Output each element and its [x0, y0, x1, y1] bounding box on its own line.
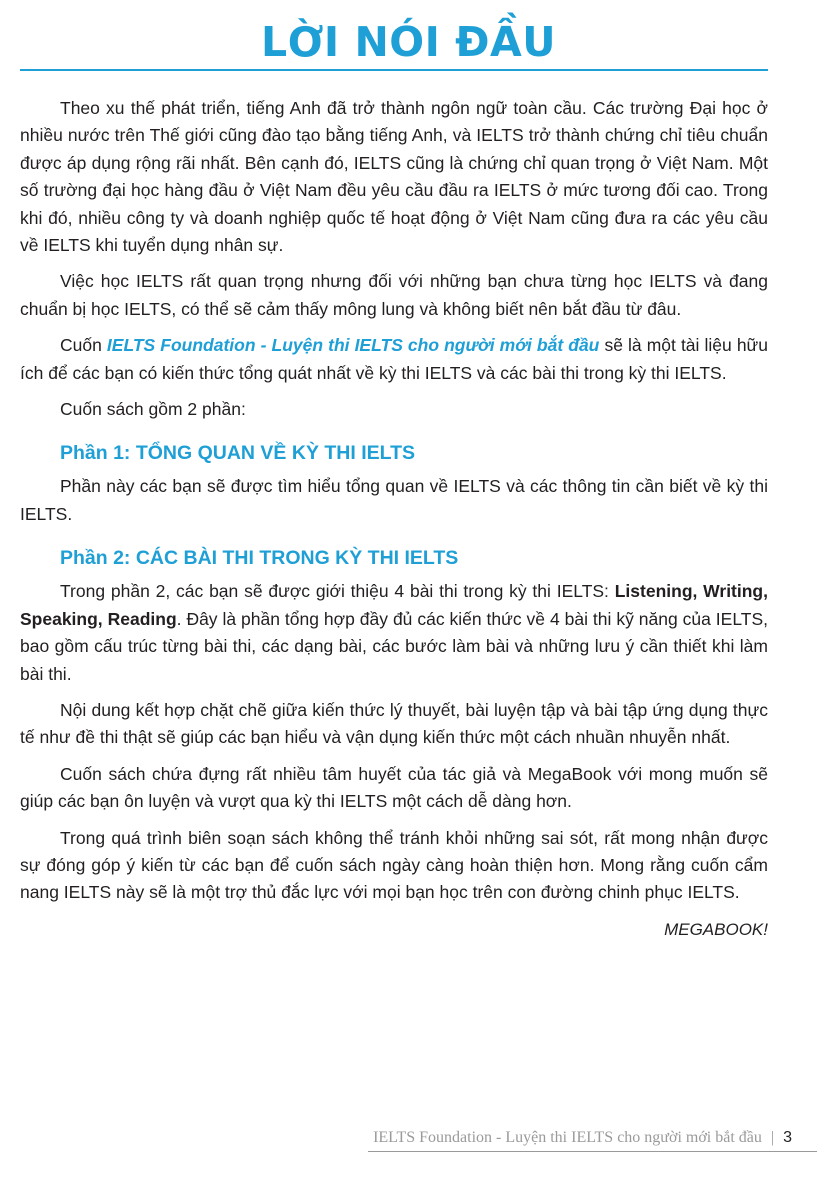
paragraph-book-intro-rest: sẽ là một tài liệu hữu ích để các bạn có kiến thức tổng quát nhất về kỳ thi IELTS và các bài thi trong kỳ thi IELTS. [20, 335, 769, 383]
part2-description-lead: Trong phần 2, các bạn sẽ được giới thiệu 4 bài thi trong kỳ thi IELTS: [60, 581, 615, 602]
paragraph-closing: Trong quá trình biên soạn sách không thể tránh khỏi những sai sót, rất mong nhận được sự đóng góp ý kiến từ các bạn để cuốn sách ngày càng hoàn thiện hơn. Mong rằng cuốn cẩm nang IELTS này sẽ là một trợ thủ đắc lực với mọi bạn học trên con đường chinh phục IELTS. [20, 827, 768, 903]
paragraph-dedication: Cuốn sách chứa đựng rất nhiều tâm huyết của tác giả và MegaBook với mong muốn sẽ giúp các bạn ôn luyện và vượt qua kỳ thi IELTS một cách dễ dàng hơn. [20, 763, 768, 812]
footer-rule [368, 1151, 817, 1152]
title-underline [20, 69, 768, 71]
paragraph-intro: Theo xu thế phát triển, tiếng Anh đã trở thành ngôn ngữ toàn cầu. Các trường Đại học ở nhiều nước trên Thế giới cũng đào tạo bằng tiếng Anh, và IELTS trở thành chứng chỉ tiêu chuẩn được áp dụng rộng rãi nhất. Bên cạnh đó, IELTS cũng là chứng chỉ quan trọng ở Việt Nam. Một số trường đại học hàng đầu ở Việt Nam đều yêu cầu đầu ra IELTS ở mức tương đối cao. Trong khi đó, nhiều công ty và doanh nghiệp quốc tế hoạt động ở Việt Nam cũng đưa ra các yêu cầu về IELTS khi tuyển dụng nhân sự. [20, 98, 768, 256]
page-body [20, 95, 768, 943]
part2-description-rest: . Đây là phần tổng hợp đầy đủ các kiến thức về 4 bài thi kỹ năng của IELTS, bao gồm cấu trúc từng bài thi, các dạng bài, các bước làm bài và những lưu ý cần thiết khi làm bài thi. [20, 608, 768, 684]
paragraph-content: Nội dung kết hợp chặt chẽ giữa kiến thức lý thuyết, bài luyện tập và bài tập ứng dụng thực tế như đề thi thật sẽ giúp các bạn hiểu và vận dụng kiến thức một cách nhuần nhuyễn nhất. [20, 699, 768, 748]
paragraph-structure: Cuốn sách gồm 2 phần: [60, 399, 246, 420]
page-title: LỜI NÓI ĐẦU [260, 18, 557, 66]
paragraph-importance: Việc học IELTS rất quan trọng nhưng đối với những bạn chưa từng học IELTS và đang chuẩn bị học IELTS, có thể sẽ cảm thấy mông lung và không biết nên bắt đầu từ đâu. [20, 271, 768, 319]
part2-heading: Phần 2: CÁC BÀI THI TRONG KỲ THI IELTS [60, 547, 459, 570]
skills-list-bold: Listening, Writing, Speaking, Reading [20, 581, 768, 629]
page-number: 3 [783, 1129, 792, 1146]
page-footer [373, 1127, 792, 1149]
paragraph-book-intro-lead: Cuốn [60, 335, 107, 356]
footer-separator: | [770, 1129, 775, 1146]
part1-heading: Phần 1: TỔNG QUAN VỀ KỲ THI IELTS [60, 442, 415, 465]
book-title-emphasis: IELTS Foundation - Luyện thi IELTS cho người mới bắt đầu [106, 335, 600, 356]
paragraph-book-intro [20, 332, 768, 387]
signature: MEGABOOK! [664, 919, 768, 939]
part1-description: Phần này các bạn sẽ được tìm hiểu tổng quan về IELTS và các thông tin cần biết về kỳ thi IELTS. [20, 476, 768, 524]
footer-book-title: IELTS Foundation - Luyện thi IELTS cho người mới bắt đầu [373, 1129, 762, 1146]
part2-description [20, 578, 768, 688]
